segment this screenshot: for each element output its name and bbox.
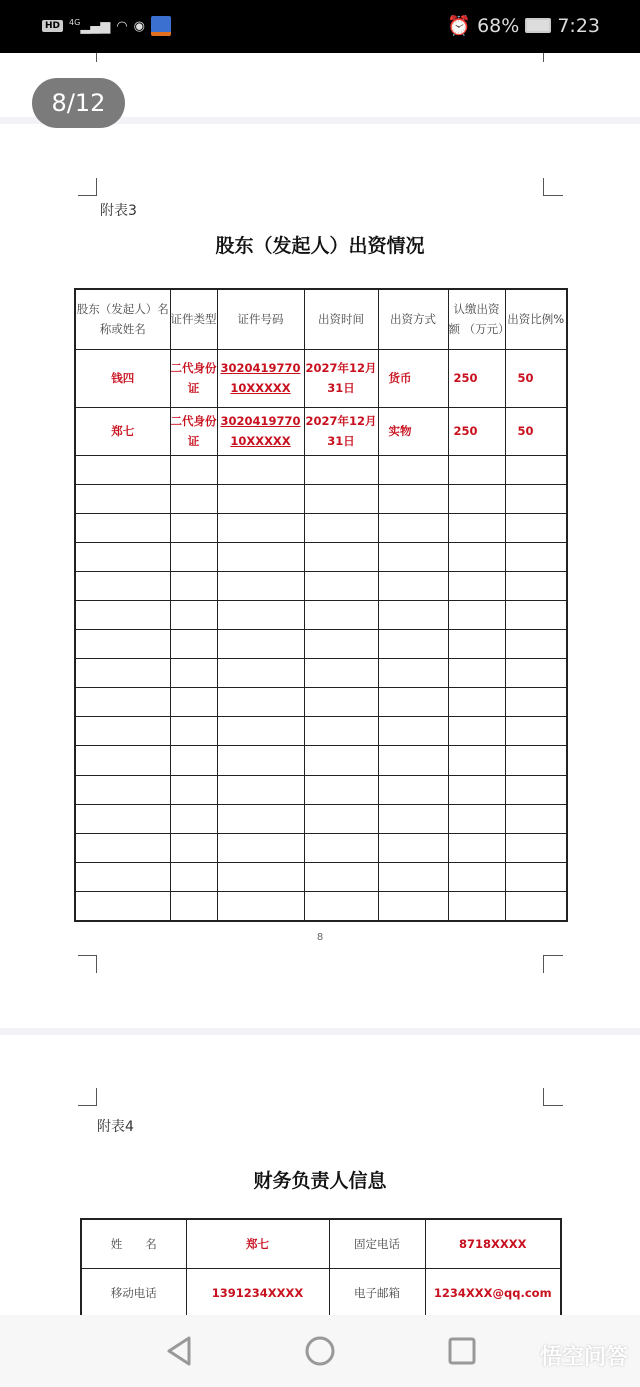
recent-apps-icon[interactable] [447, 1335, 477, 1367]
empty-table-row [75, 717, 567, 746]
appendix-label: 附表4 [97, 1119, 134, 1135]
empty-cell [378, 688, 448, 717]
cell-ratio: 50 [505, 407, 567, 455]
cell-ratio: 50 [505, 349, 567, 407]
empty-cell [448, 484, 505, 513]
label-cell: 移动电话 [81, 1268, 186, 1317]
empty-cell [304, 659, 378, 688]
empty-cell [448, 630, 505, 659]
empty-cell [304, 891, 378, 920]
empty-cell [170, 542, 217, 571]
label-cell: 电子邮箱 [329, 1268, 425, 1317]
baidu-app-icon [151, 16, 171, 36]
empty-cell [170, 455, 217, 484]
empty-cell [75, 891, 170, 920]
cell-method: 货币 [378, 349, 448, 407]
status-left-icons [42, 16, 171, 36]
empty-cell [170, 600, 217, 629]
empty-cell [378, 630, 448, 659]
empty-cell [448, 833, 505, 862]
empty-cell [217, 833, 304, 862]
empty-cell [448, 746, 505, 775]
empty-cell [217, 600, 304, 629]
empty-cell [505, 833, 567, 862]
cell-id-number: 302041977010XXXXX [217, 407, 304, 455]
shareholder-table [74, 288, 568, 922]
empty-cell [75, 804, 170, 833]
empty-cell [170, 659, 217, 688]
cell-id-type: 二代身份证 [170, 349, 217, 407]
clock: 7:23 [557, 14, 600, 37]
table-row [81, 1268, 561, 1317]
empty-table-row [75, 833, 567, 862]
empty-cell [505, 455, 567, 484]
empty-cell [448, 862, 505, 891]
empty-cell [505, 542, 567, 571]
empty-cell [75, 775, 170, 804]
empty-table-row [75, 542, 567, 571]
empty-cell [448, 804, 505, 833]
empty-cell [505, 571, 567, 600]
finance-officer-table [80, 1218, 562, 1318]
empty-cell [217, 688, 304, 717]
empty-table-row [75, 571, 567, 600]
empty-cell [378, 775, 448, 804]
empty-cell [505, 659, 567, 688]
empty-cell [170, 775, 217, 804]
empty-cell [217, 659, 304, 688]
empty-cell [170, 804, 217, 833]
empty-cell [75, 600, 170, 629]
empty-cell [170, 717, 217, 746]
empty-cell [170, 688, 217, 717]
empty-cell [304, 600, 378, 629]
empty-cell [217, 571, 304, 600]
empty-table-row [75, 746, 567, 775]
empty-cell [217, 630, 304, 659]
hd-icon: HD [42, 20, 63, 32]
header-cell: 出资方式 [378, 289, 448, 349]
empty-cell [304, 455, 378, 484]
cell-amount: 250 [448, 349, 505, 407]
wifi-icon: ◠ [116, 18, 128, 34]
battery-percent: 68% [477, 14, 520, 37]
status-bar [0, 0, 640, 53]
alarm-icon: ⏰ [447, 15, 472, 37]
empty-cell [304, 542, 378, 571]
empty-cell [448, 513, 505, 542]
empty-cell [217, 746, 304, 775]
empty-cell [304, 513, 378, 542]
empty-cell [378, 571, 448, 600]
cell-id-number: 302041977010XXXXX [217, 349, 304, 407]
empty-table-row [75, 891, 567, 920]
empty-cell [217, 542, 304, 571]
header-cell: 证件号码 [217, 289, 304, 349]
table-title: 财务负责人信息 [253, 1170, 387, 1192]
empty-cell [170, 630, 217, 659]
empty-cell [170, 513, 217, 542]
eye-icon: ◉ [133, 18, 145, 34]
empty-cell [304, 833, 378, 862]
cell-method: 实物 [378, 407, 448, 455]
label-cell: 固定电话 [329, 1219, 425, 1268]
empty-cell [304, 775, 378, 804]
empty-table-row [75, 513, 567, 542]
empty-cell [304, 688, 378, 717]
empty-cell [75, 746, 170, 775]
header-cell: 认缴出资额 （万元） [448, 289, 505, 349]
status-right [447, 14, 600, 37]
empty-cell [217, 484, 304, 513]
page-indicator: 8/12 [32, 78, 125, 128]
cell-name: 钱四 [75, 349, 170, 407]
value-cell: 1234XXX@qq.com [425, 1268, 561, 1317]
table-title: 股东（发起人）出资情况 [215, 235, 425, 257]
empty-cell [75, 630, 170, 659]
label-cell: 姓 名 [81, 1219, 186, 1268]
empty-cell [448, 455, 505, 484]
header-cell: 股东（发起人）名称或姓名 [75, 289, 170, 349]
empty-cell [170, 484, 217, 513]
value-cell: 1391234XXXX [186, 1268, 329, 1317]
empty-cell [378, 804, 448, 833]
table-header-row [75, 289, 567, 349]
empty-cell [378, 600, 448, 629]
empty-cell [75, 455, 170, 484]
empty-table-row [75, 862, 567, 891]
empty-cell [448, 600, 505, 629]
empty-cell [448, 717, 505, 746]
empty-cell [505, 484, 567, 513]
empty-cell [217, 804, 304, 833]
appendix-label: 附表3 [100, 203, 137, 219]
empty-cell [304, 630, 378, 659]
header-cell: 出资时间 [304, 289, 378, 349]
empty-table-row [75, 659, 567, 688]
empty-cell [170, 891, 217, 920]
empty-cell [304, 717, 378, 746]
empty-table-row [75, 455, 567, 484]
empty-cell [378, 891, 448, 920]
empty-cell [217, 455, 304, 484]
empty-cell [505, 630, 567, 659]
empty-cell [75, 688, 170, 717]
cell-amount: 250 [448, 407, 505, 455]
header-cell: 证件类型 [170, 289, 217, 349]
page-number: 8 [316, 932, 324, 943]
empty-cell [75, 571, 170, 600]
empty-cell [75, 862, 170, 891]
page-gap [0, 1028, 640, 1035]
empty-cell [505, 891, 567, 920]
home-icon[interactable] [304, 1335, 336, 1367]
empty-table-row [75, 484, 567, 513]
back-icon[interactable] [164, 1335, 194, 1367]
empty-cell [448, 891, 505, 920]
empty-cell [505, 717, 567, 746]
empty-cell [170, 571, 217, 600]
empty-table-row [75, 600, 567, 629]
empty-table-row [75, 688, 567, 717]
empty-cell [505, 746, 567, 775]
value-cell: 8718XXXX [425, 1219, 561, 1268]
empty-cell [378, 513, 448, 542]
empty-cell [505, 600, 567, 629]
empty-cell [217, 717, 304, 746]
table-row [75, 407, 567, 455]
empty-cell [304, 484, 378, 513]
4g-signal-icon: $^{4G}$▂▄▆ [69, 17, 111, 35]
empty-cell [448, 688, 505, 717]
empty-cell [505, 862, 567, 891]
empty-cell [75, 542, 170, 571]
empty-cell [448, 775, 505, 804]
empty-cell [170, 833, 217, 862]
empty-cell [448, 571, 505, 600]
empty-table-row [75, 630, 567, 659]
empty-cell [304, 746, 378, 775]
empty-cell [378, 484, 448, 513]
empty-table-row [75, 804, 567, 833]
empty-cell [217, 775, 304, 804]
empty-cell [304, 804, 378, 833]
header-cell: 出资比例% [505, 289, 567, 349]
cell-date: 2027年12月31日 [304, 407, 378, 455]
empty-cell [378, 542, 448, 571]
empty-cell [448, 542, 505, 571]
empty-cell [75, 484, 170, 513]
empty-table-row [75, 775, 567, 804]
empty-cell [170, 746, 217, 775]
empty-cell [75, 513, 170, 542]
empty-cell [505, 804, 567, 833]
empty-cell [505, 688, 567, 717]
empty-cell [448, 659, 505, 688]
empty-cell [378, 862, 448, 891]
watermark: 悟空问答 [539, 1345, 628, 1370]
empty-cell [217, 862, 304, 891]
empty-cell [304, 571, 378, 600]
empty-cell [304, 862, 378, 891]
value-cell: 郑七 [186, 1219, 329, 1268]
empty-cell [75, 717, 170, 746]
table-row [75, 349, 567, 407]
empty-cell [75, 833, 170, 862]
table-row [81, 1219, 561, 1268]
empty-cell [378, 717, 448, 746]
cell-id-type: 二代身份证 [170, 407, 217, 455]
empty-cell [378, 746, 448, 775]
empty-cell [378, 833, 448, 862]
empty-cell [217, 891, 304, 920]
empty-cell [505, 775, 567, 804]
cell-date: 2027年12月31日 [304, 349, 378, 407]
empty-cell [217, 513, 304, 542]
battery-icon [525, 18, 551, 33]
empty-cell [378, 659, 448, 688]
empty-cell [170, 862, 217, 891]
empty-cell [75, 659, 170, 688]
cell-name: 郑七 [75, 407, 170, 455]
empty-cell [505, 513, 567, 542]
empty-cell [378, 455, 448, 484]
